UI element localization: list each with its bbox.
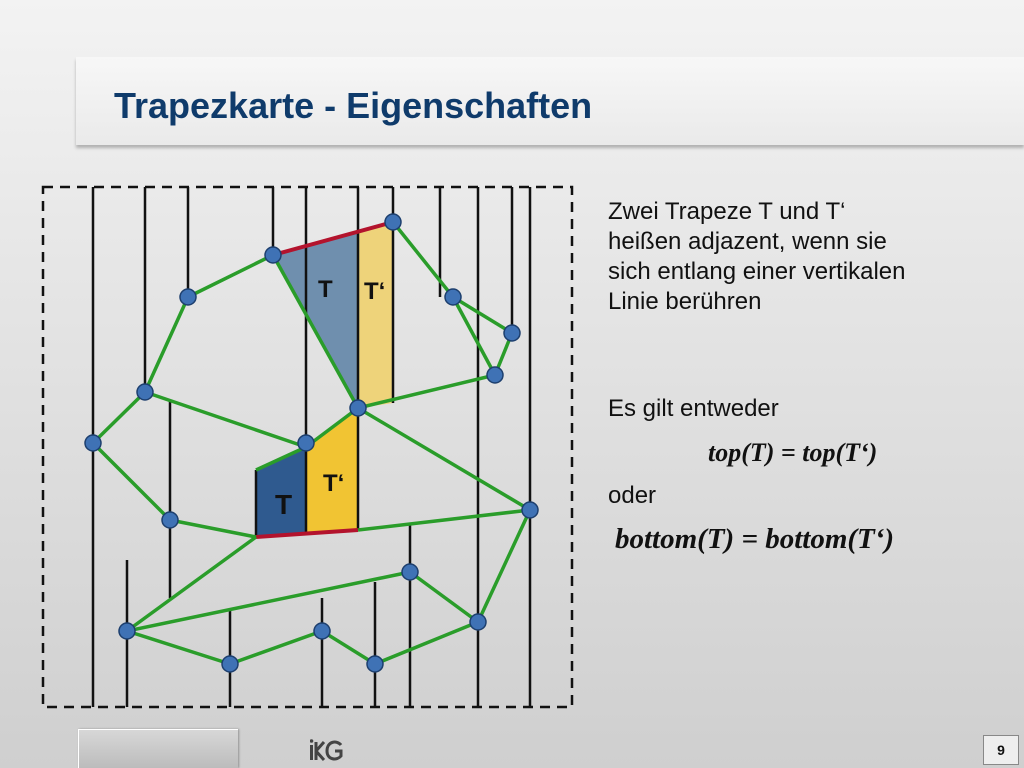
- edge: [410, 572, 478, 622]
- edge: [322, 631, 375, 664]
- trapezoid-t-prime-upper: [358, 222, 393, 408]
- vertex: [85, 435, 101, 451]
- edge: [170, 520, 256, 537]
- vertex: [265, 247, 281, 263]
- edge: [358, 408, 530, 510]
- vertex: [522, 502, 538, 518]
- definition-line: Linie berühren: [608, 288, 762, 315]
- definition-line: Zwei Trapeze T und T‘: [608, 198, 846, 225]
- footer-panel: [78, 729, 238, 768]
- vertex: [162, 512, 178, 528]
- label-upper-t: T: [318, 276, 333, 303]
- vertex: [470, 614, 486, 630]
- edge: [93, 443, 170, 520]
- vertex: [314, 623, 330, 639]
- edge: [127, 631, 230, 664]
- label-lower-t: T: [275, 489, 293, 520]
- ikg-logo: [310, 738, 344, 762]
- edge: [93, 392, 145, 443]
- vertex: [385, 214, 401, 230]
- edge: [358, 510, 530, 530]
- label-lower-t-prime: T‘: [323, 470, 345, 497]
- page-number: 9: [983, 735, 1019, 765]
- definition-line: sich entlang einer vertikalen: [608, 258, 906, 285]
- definition-line: heißen adjazent, wenn sie: [608, 228, 887, 255]
- edge: [145, 297, 188, 392]
- conjunction-oder: oder: [608, 482, 657, 509]
- vertex: [367, 656, 383, 672]
- vertex: [137, 384, 153, 400]
- formula-top: top(T) = top(T‘): [708, 438, 878, 467]
- vertex: [222, 656, 238, 672]
- vertex: [350, 400, 366, 416]
- vertex: [298, 435, 314, 451]
- vertex: [487, 367, 503, 383]
- vertex: [402, 564, 418, 580]
- formula-bottom: bottom(T) = bottom(T‘): [615, 523, 895, 555]
- edge: [230, 631, 322, 664]
- vertex: [180, 289, 196, 305]
- condition-intro: Es gilt entweder: [608, 395, 779, 422]
- edge: [188, 255, 273, 297]
- vertex: [119, 623, 135, 639]
- edge: [478, 510, 530, 622]
- edge: [393, 222, 453, 297]
- label-upper-t-prime: T‘: [364, 278, 386, 305]
- definition-text: [608, 197, 906, 317]
- page-title: Trapezkarte - Eigenschaften: [114, 85, 593, 126]
- edge: [375, 622, 478, 664]
- vertex: [504, 325, 520, 341]
- vertex: [445, 289, 461, 305]
